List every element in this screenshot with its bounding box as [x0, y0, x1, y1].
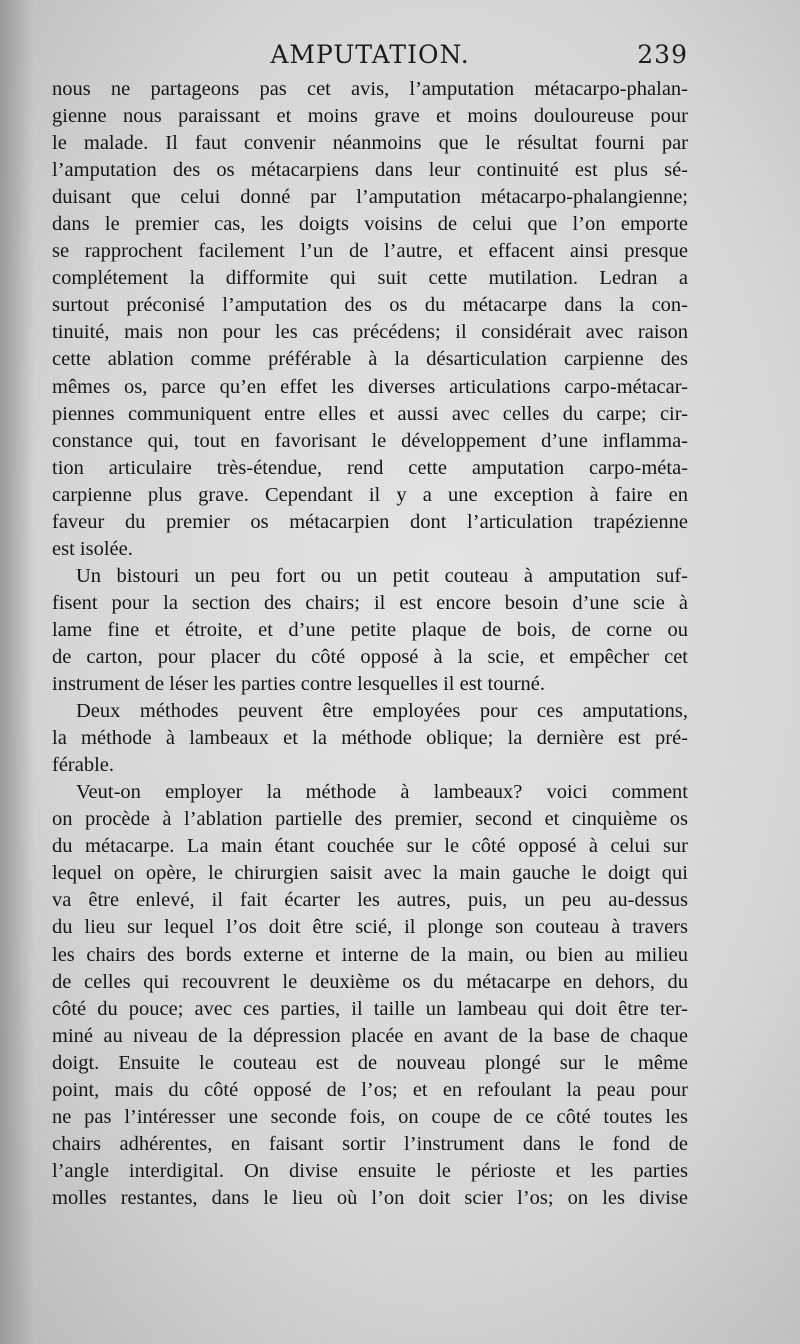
- text-line: se rapprochent facilement l’un de l’autre, et effacent ainsi presque: [52, 240, 688, 263]
- text-line: du lieu sur lequel l’os doit être scié, il plonge son couteau à travers: [52, 916, 688, 939]
- text-line: surtout préconisé l’amputation des os du métacarpe dans la con-: [52, 294, 688, 317]
- text-line: fisent pour la section des chairs; il est encore besoin d’une scie à: [52, 591, 688, 614]
- running-title: AMPUTATION.: [270, 40, 470, 69]
- text-line: doigt. Ensuite le couteau est de nouveau plongé sur le même: [52, 1051, 688, 1074]
- text-line: côté du pouce; avec ces parties, il taille un lambeau qui doit être ter-: [52, 997, 688, 1020]
- paragraph-end-line: est isolée.: [52, 537, 133, 560]
- gutter-shadow: [0, 0, 34, 1344]
- page-number: 239: [637, 40, 688, 69]
- text-line: duisant que celui donné par l’amputation métacarpo-phalangienne;: [52, 186, 688, 209]
- paragraph-first-line: Un bistouri un peu fort ou un petit couteau à amputation suf-: [76, 564, 688, 587]
- paragraph-first-line: Deux méthodes peuvent être employées pour ces amputations,: [76, 700, 688, 723]
- text-line: le malade. Il faut convenir néanmoins que le résultat fourni par: [52, 132, 688, 155]
- text-line: cette ablation comme préférable à la désarticulation carpienne des: [52, 348, 688, 371]
- text-line: molles restantes, dans le lieu où l’on doit scier l’os; on les divise: [52, 1186, 688, 1209]
- text-line: de celles qui recouvrent le deuxième os du métacarpe en dehors, du: [52, 970, 688, 993]
- text-line: du métacarpe. La main étant couchée sur le côté opposé à celui sur: [52, 835, 688, 858]
- text-line: dans le premier cas, les doigts voisins de celui que l’on emporte: [52, 213, 688, 236]
- text-line: l’angle interdigital. On divise ensuite le périoste et les parties: [52, 1159, 688, 1182]
- text-line: complétement la difformite qui suit cette mutilation. Ledran a: [52, 267, 688, 290]
- text-line: constance qui, tout en favorisant le développement d’une inflamma-: [52, 429, 688, 452]
- text-line: point, mais du côté opposé de l’os; et en refoulant la peau pour: [52, 1078, 688, 1101]
- text-line: on procède à l’ablation partielle des premier, second et cinquième os: [52, 808, 688, 831]
- paragraph-end-line: instrument de léser les parties contre lesquelles il est tourné.: [52, 673, 545, 696]
- text-line: nous ne partageons pas cet avis, l’amputation métacarpo-phalan-: [52, 78, 688, 100]
- page-header: [52, 40, 688, 80]
- text-line: lame fine et étroite, et d’une petite plaque de bois, de corne ou: [52, 618, 688, 641]
- text-line: tion articulaire très-étendue, rend cette amputation carpo-méta-: [52, 456, 688, 479]
- text-line: les chairs des bords externe et interne de la main, ou bien au milieu: [52, 943, 688, 966]
- text-line: va être enlevé, il fait écarter les autres, puis, un peu au-dessus: [52, 889, 688, 912]
- text-line: lequel on opère, le chirurgien saisit avec la main gauche le doigt qui: [52, 862, 688, 885]
- text-line: carpienne plus grave. Cependant il y a une exception à faire en: [52, 483, 688, 506]
- text-line: la méthode à lambeaux et la méthode oblique; la dernière est pré-: [52, 727, 688, 750]
- text-line: gienne nous paraissant et moins grave et moins douloureuse pour: [52, 105, 688, 128]
- text-line: mêmes os, parce qu’en effet les diverses articulations carpo-métacar-: [52, 375, 688, 398]
- text-line: piennes communiquent entre elles et aussi avec celles du carpe; cir-: [52, 402, 688, 425]
- body-text: [52, 76, 688, 1212]
- text-line: de carton, pour placer du côté opposé à la scie, et empêcher cet: [52, 645, 688, 668]
- text-line: chairs adhérentes, en faisant sortir l’instrument dans le fond de: [52, 1132, 688, 1155]
- text-line: tinuité, mais non pour les cas précédens; il considérait avec raison: [52, 321, 688, 344]
- paragraph-first-line: Veut-on employer la méthode à lambeaux? voici comment: [76, 781, 688, 804]
- text-line: l’amputation des os métacarpiens dans leur continuité est plus sé-: [52, 159, 688, 182]
- text-line: miné au niveau de la dépression placée en avant de la base de chaque: [52, 1024, 688, 1047]
- paragraph-end-line: férable.: [52, 754, 115, 777]
- text-line: ne pas l’intéresser une seconde fois, on coupe de ce côté toutes les: [52, 1105, 688, 1128]
- text-line: faveur du premier os métacarpien dont l’articulation trapézienne: [52, 510, 688, 533]
